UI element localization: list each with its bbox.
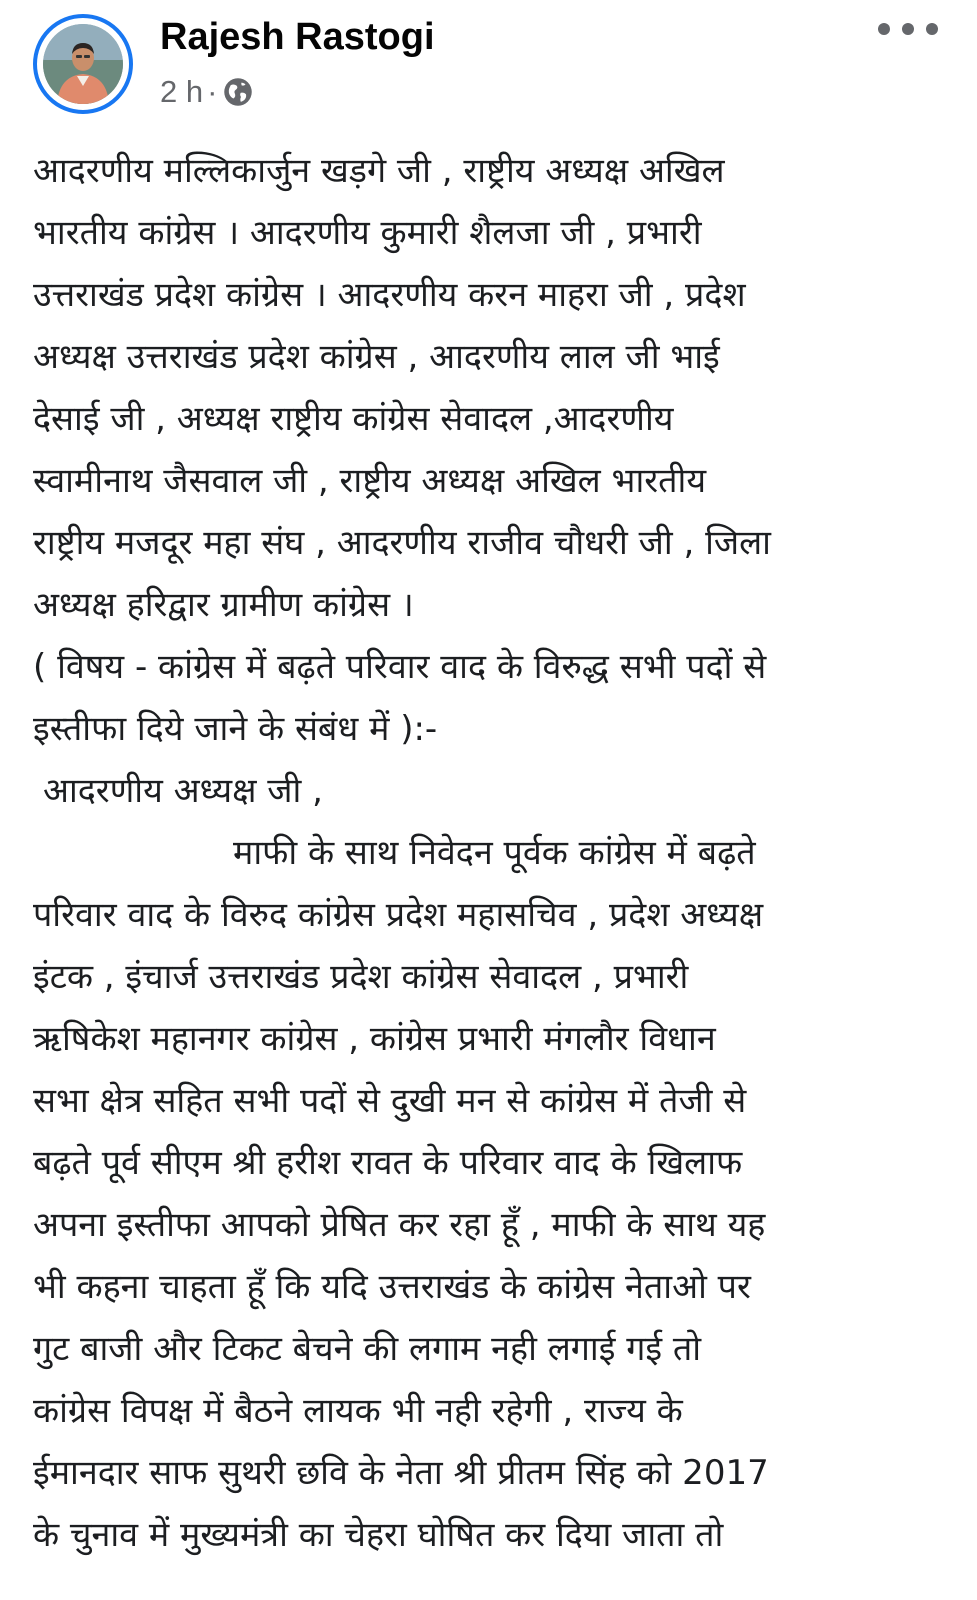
post-text-line: ऋषिकेश महानगर कांग्रेस , कांग्रेस प्रभारी मंगलौर विधान (33, 1019, 716, 1059)
post-text-line: ( विषय - कांग्रेस में बढ़ते परिवार वाद के विरुद्ध सभी पदों से (33, 647, 767, 687)
profile-photo[interactable] (43, 24, 123, 104)
post-text-line: ईमानदार साफ सुथरी छवि के नेता श्री प्रीतम सिंह को 2017 (33, 1453, 769, 1493)
post-text-line: आदरणीय मल्लिकार्जुन खड़गे जी , राष्ट्रीय अध्यक्ष अखिल (33, 151, 725, 191)
post-text-line: इस्तीफा दिये जाने के संबंध में ):- (33, 709, 438, 749)
salutation-line: आदरणीय अध्यक्ष जी , (43, 771, 323, 811)
post-text-line: परिवार वाद के विरुद कांग्रेस प्रदेश महासचिव , प्रदेश अध्यक्ष (33, 895, 764, 935)
post-text-line: गुट बाजी और टिकट बेचने की लगाम नही लगाई गई तो (33, 1329, 702, 1369)
post-text-line: भारतीय कांग्रेस । आदरणीय कुमारी शैलजा जी , प्रभारी (33, 213, 702, 253)
post-text-line: सभा क्षेत्र सहित सभी पदों से दुखी मन से कांग्रेस में तेजी से (33, 1081, 747, 1121)
post-timestamp[interactable]: 2 h (160, 74, 204, 109)
avatar[interactable] (33, 14, 133, 114)
post-text (33, 140, 943, 1566)
author-name[interactable]: Rajesh Rastogi (160, 16, 435, 58)
post-text-line: स्वामीनाथ जैसवाल जी , राष्ट्रीय अध्यक्ष अखिल भारतीय (33, 461, 707, 501)
globe-icon (223, 77, 253, 107)
post-text-line: इंटक , इंचार्ज उत्तराखंड प्रदेश कांग्रेस सेवादल , प्रभारी (33, 957, 689, 997)
post-text-line: बढ़ते पूर्व सीएम श्री हरीश रावत के परिवार वाद के खिलाफ (33, 1143, 743, 1183)
post-text-line: अपना इस्तीफा आपको प्रेषित कर रहा हूँ , माफी के साथ यह (33, 1205, 766, 1245)
post-text-line: के चुनाव में मुख्यमंत्री का चेहरा घोषित कर दिया जाता तो (33, 1515, 724, 1555)
post-text-line: माफी के साथ निवेदन पूर्वक कांग्रेस में बढ़ते (233, 833, 756, 873)
post-text-line: देसाई जी , अध्यक्ष राष्ट्रीय कांग्रेस सेवादल ,आदरणीय (33, 399, 674, 439)
post-text-line: अध्यक्ष हरिद्वार ग्रामीण कांग्रेस । (33, 585, 414, 625)
post-header (0, 0, 977, 140)
post-text-line: अध्यक्ष उत्तराखंड प्रदेश कांग्रेस , आदरणीय लाल जी भाई (33, 337, 720, 377)
person-photo-icon (43, 24, 123, 104)
meta-separator: · (207, 74, 218, 109)
post-text-line: कांग्रेस विपक्ष में बैठने लायक भी नही रहेगी , राज्य के (33, 1391, 683, 1431)
more-dot-icon (926, 23, 938, 35)
post-text-line: उत्तराखंड प्रदेश कांग्रेस । आदरणीय करन माहरा जी , प्रदेश (33, 275, 746, 315)
more-options-button[interactable] (878, 14, 938, 44)
more-dot-icon (878, 23, 890, 35)
more-dot-icon (902, 23, 914, 35)
post-text-line: राष्ट्रीय मजदूर महा संघ , आदरणीय राजीव चौधरी जी , जिला (33, 523, 771, 563)
post-text-line: भी कहना चाहता हूँ कि यदि उत्तराखंड के कांग्रेस नेताओ पर (33, 1267, 751, 1307)
post-meta (160, 70, 253, 114)
